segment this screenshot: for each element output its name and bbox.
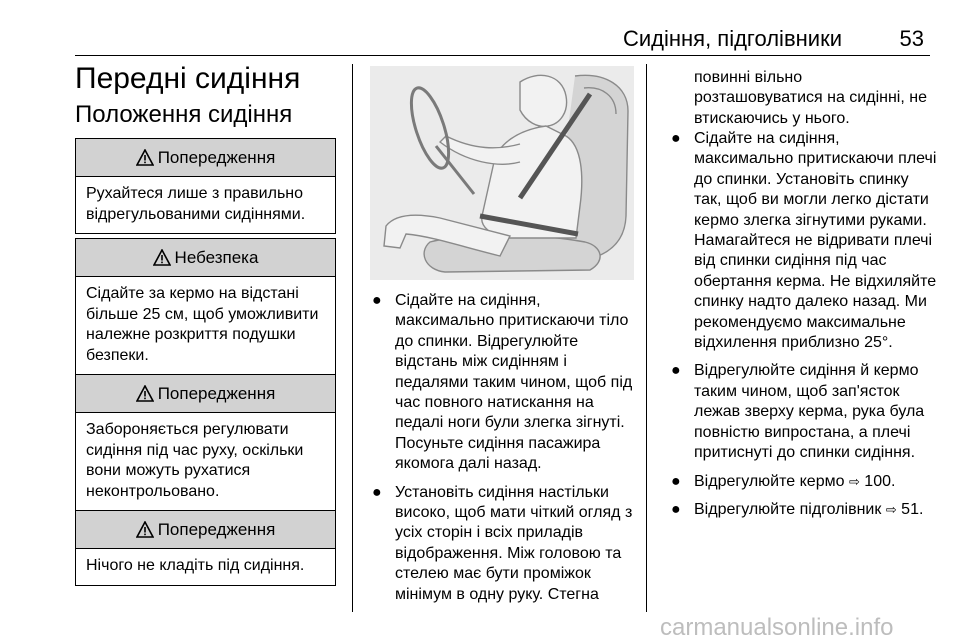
warning-box-header [76,139,335,177]
warning-box-text: Рухайтеся лише з правильно відрегульованими сидіннями. [86,185,306,223]
continued-text: повинні вільно розташовуватися на сидінні, не втискаючись у нього. [694,69,927,127]
instructions-list [370,291,640,613]
warning-box [75,374,336,511]
danger-box-title: Небезпека [174,247,259,267]
instructions-list-continued [669,129,937,528]
warning-box [75,510,336,586]
danger-box [75,238,336,375]
page-number: 53 [899,26,924,51]
warning-box-text: Забороняється регулювати сидіння під час руху, оскільки вони можуть рухатися неконтрольовано. [86,421,304,500]
warning-box-title: Попередження [157,383,276,403]
list-item-text: Установіть сидіння настільки високо, щоб мати чіткий огляд з усіх сторін і всіх приладів відображення. Між головою та стелею має бути проміжок мінімум в одну руку. Стегна [395,483,633,603]
warning-triangle-icon [136,521,154,538]
bullet-icon: ● [671,500,681,518]
header-divider [75,55,930,56]
page-reference-arrow-icon: ⇨ [885,501,897,517]
bullet-icon: ● [671,472,681,490]
list-item-text: Сідайте на сидіння, максимально притискаючи плечі до спинки. Установіть спинку так, щоб ви могли легко дістати кермо злегка зігнутими руками. Намагайтеся не відривати плечі від спинки сидіння під час обертання керма. Не відхиляйте спинку надто далеко назад. Ми рекомендуємо максимальне відхилення приблизно 25°. [694,130,937,352]
list-item [669,361,937,463]
list-item-text: Відрегулюйте кермо [694,472,845,490]
column-divider-2 [646,64,647,612]
warning-triangle-icon [136,149,154,166]
warning-box-header [76,511,335,549]
page-reference-link[interactable]: 51. [901,500,924,518]
list-item-text: Відрегулюйте підголівник [694,500,882,518]
warning-box-title: Попередження [157,147,276,167]
list-item [370,483,640,605]
list-item [669,129,937,353]
bullet-icon: ● [671,362,681,380]
warning-box-header [76,375,335,413]
column-divider-1 [352,64,353,612]
page-reference-link[interactable]: 100. [864,472,896,490]
list-item [669,500,937,520]
warning-box-title: Попередження [157,519,276,539]
list-item-text: Відрегулюйте сидіння й кермо таким чином, щоб зап'ясток лежав зверху керма, рука була повністю випростана, а плечі притиснуті до спинки сидіння. [694,362,925,462]
page-header-title: Сидіння, підголівники [622,26,842,51]
bullet-icon: ● [671,130,681,147]
watermark: carmanualsonline.info [660,614,894,641]
danger-box-text: Сідайте за кермо на відстані більше 25 см, щоб уможливити належне розкриття подушки безпеки. [86,285,319,364]
bullet-icon: ● [372,292,382,309]
danger-box-header [76,239,335,277]
warning-triangle-icon [136,385,154,402]
warning-box-text: Нічого не кладіть під сидіння. [86,557,305,574]
subsection-title: Положення сидіння [75,101,293,128]
section-title: Передні сидіння [75,62,301,95]
warning-triangle-icon [153,249,171,266]
seat-position-illustration [370,66,634,280]
page-reference-arrow-icon: ⇨ [848,473,860,489]
warning-box [75,138,336,234]
bullet-icon: ● [372,483,382,501]
list-item [669,472,937,492]
driver-seat-figure [370,66,634,280]
list-item [370,291,640,475]
list-item-text: Сідайте на сидіння, максимально притискаючи тіло до спинки. Відрегулюйте відстань між сидінням і педалями таким чином, щоб під час повного натискання на педалі ноги були злегка зігнуті. Посуньте сидіння пасажира якомога далі назад. [395,292,633,473]
